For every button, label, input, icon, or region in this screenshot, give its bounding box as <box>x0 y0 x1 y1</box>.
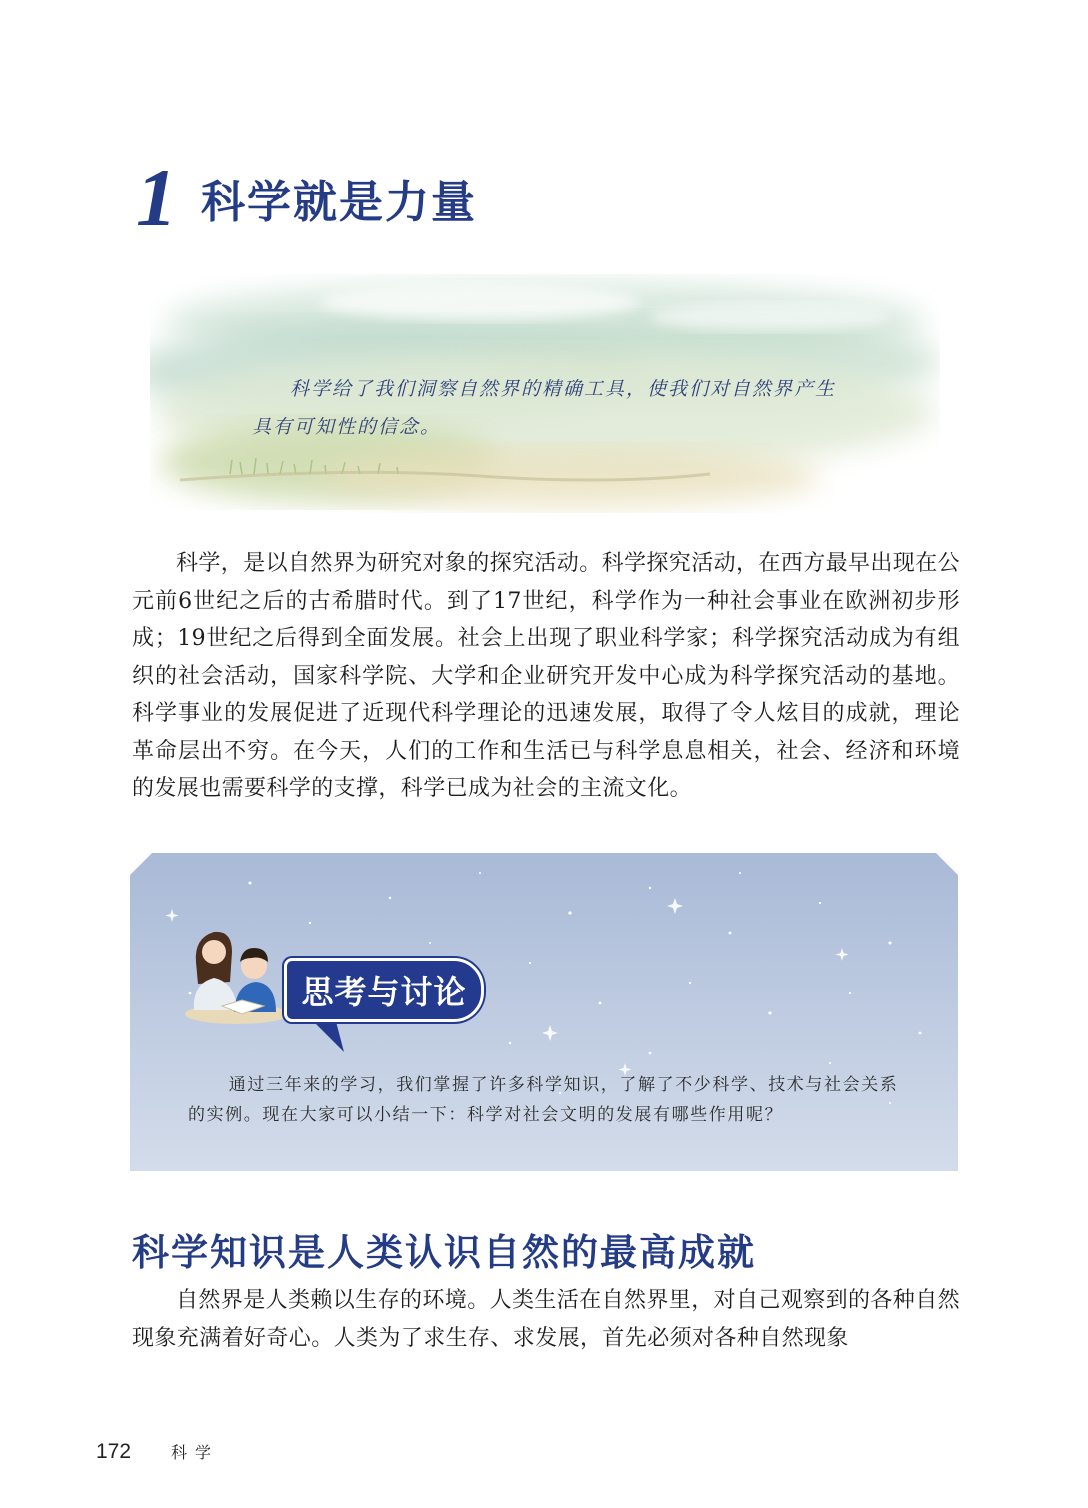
section-paragraph: 自然界是人类赖以生存的环境。人类生活在自然界里，对自己观察到的各种自然现象充满着好奇心。人类为了求生存、求发展，首先必须对各种自然现象 <box>132 1288 961 1351</box>
chapter-epigraph: 科学给了我们洞察自然界的精确工具，使我们对自然界产生具有可知性的信念。 <box>252 378 837 438</box>
chapter-title: 科学就是力量 <box>201 177 477 228</box>
chapter-header <box>136 152 477 243</box>
chapter-number: 1 <box>136 152 177 243</box>
page-number: 172 <box>96 1440 132 1463</box>
discussion-badge <box>284 958 484 1022</box>
body-paragraph: 科学，是以自然界为研究对象的探究活动。科学探究活动，在西方最早出现在公元前6世纪之后的古希腊时代。到了17世纪，科学作为一种社会事业在欧洲初步形成；19世纪之后得到全面发展。社会上出现了职业科学家；科学探究活动成为有组织的社会活动，国家科学院、大学和企业研究开发中心成为科学探究活动的基地。科学事业的发展促进了近现代科学理论的迅速发展，取得了令人炫目的成就，理论革命层出不穷。在今天，人们的工作和生活已与科学息息相关，社会、经济和环境的发展也需要科学的支撑，科学已成为社会的主流文化。 <box>132 551 961 801</box>
section-heading: 科学知识是人类认识自然的最高成就 <box>132 1231 756 1274</box>
page-footer <box>96 1440 219 1464</box>
discussion-prompt: 通过三年来的学习，我们掌握了许多科学知识，了解了不少科学、技术与社会关系的实例。现在大家可以小结一下：科学对社会文明的发展有哪些作用呢？ <box>188 1075 899 1125</box>
discussion-badge-label: 思考与讨论 <box>301 973 467 1011</box>
book-name: 科学 <box>171 1443 220 1462</box>
